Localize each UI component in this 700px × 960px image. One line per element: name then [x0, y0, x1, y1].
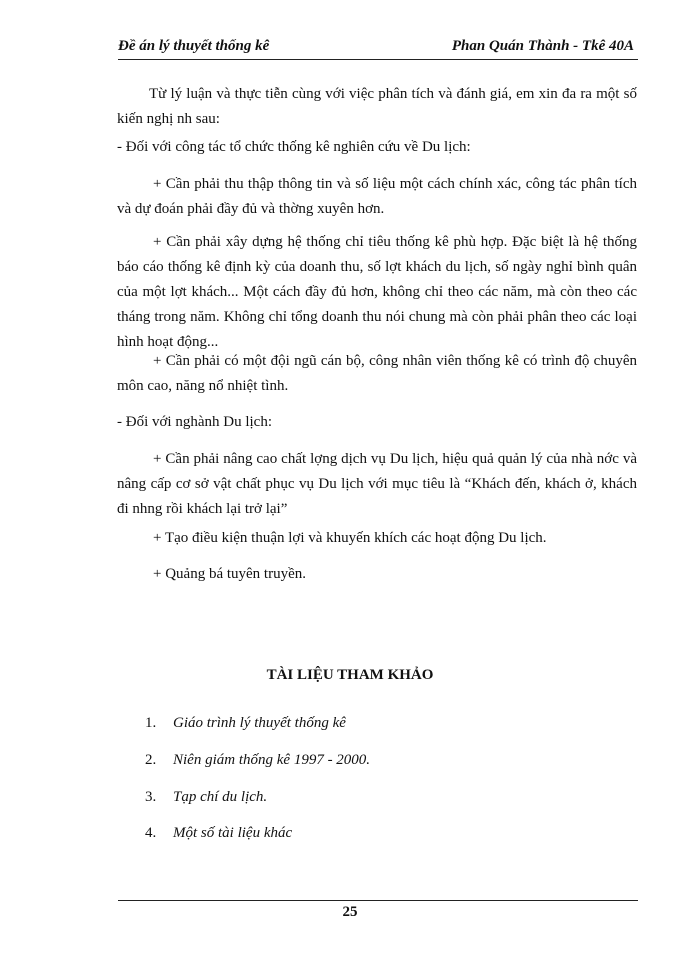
reference-number: 3.: [145, 789, 157, 805]
reference-number: 4.: [145, 825, 157, 841]
header-rule: [118, 59, 638, 60]
paragraph-conditions: + Tạo điều kiện thuận lợi và khuyến khích các hoạt động Du lịch.: [153, 530, 547, 546]
paragraph-promotion: + Quảng bá tuyên truyền.: [153, 566, 307, 582]
reference-text: Giáo trình lý thuyết thống kê: [173, 715, 346, 731]
page-number: 25: [342, 904, 358, 920]
reference-text: Một số tài liệu khác: [173, 825, 293, 841]
paragraph-intro: Từ lý luận và thực tiễn cùng với việc phân tích và đánh giá, em xin đa ra một số kiến nghị nh sau:: [117, 86, 637, 127]
paragraph-indicator-system: + Cần phải xây dựng hệ thống chỉ tiêu thống kê phù hợp. Đặc biệt là hệ thống báo cáo thống kê định kỳ của doanh thu, số lợt khách du lịch, số ngày nghỉ bình quân của một lợt khách... Một cách đầy đủ hơn, không chỉ theo các năm, mà còn theo các tháng trong năm. Không chỉ tổng doanh thu nói chung mà còn phải phân theo các loại hình hoạt động...: [117, 234, 637, 350]
reference-item: [145, 825, 292, 842]
header-document-title: Đề án lý thuyết thống kê: [118, 38, 270, 54]
reference-number: 2.: [145, 752, 157, 768]
reference-item: [145, 715, 346, 732]
reference-text: Tạp chí du lịch.: [173, 789, 268, 805]
paragraph-staff: + Cần phải có một đội ngũ cán bộ, công nhân viên thống kê có trình độ chuyên môn cao, năng nổ nhiệt tình.: [117, 353, 637, 394]
paragraph-tourism-heading: - Đối với nghành Du lịch:: [117, 414, 272, 430]
reference-text: Niên giám thống kê 1997 - 2000.: [173, 752, 371, 768]
reference-number: 1.: [145, 715, 157, 731]
header-author: Phan Quán Thành - Tkê 40A: [451, 38, 634, 54]
page-header: [118, 38, 638, 60]
paragraph-data-collection: + Cần phải thu thập thông tin và số liệu một cách chính xác, công tác phân tích và dự đoán phải đầy đủ và thờng xuyên hơn.: [117, 176, 637, 217]
paragraph-service-quality: + Cần phải nâng cao chất lợng dịch vụ Du lịch, hiệu quả quản lý của nhà nớc và nâng cấp cơ sở vật chất phục vụ Du lịch với mục tiêu là “Khách đến, khách ở, khách đi nhng rồi khách lại trở lại”: [117, 451, 637, 517]
paragraph-statistics-heading: - Đối với công tác tổ chức thống kê nghiên cứu về Du lịch:: [117, 139, 471, 155]
footer-rule: [118, 900, 638, 901]
reference-item: [145, 752, 370, 769]
references-title: TÀI LIỆU THAM KHẢO: [266, 667, 434, 683]
reference-item: [145, 789, 267, 806]
